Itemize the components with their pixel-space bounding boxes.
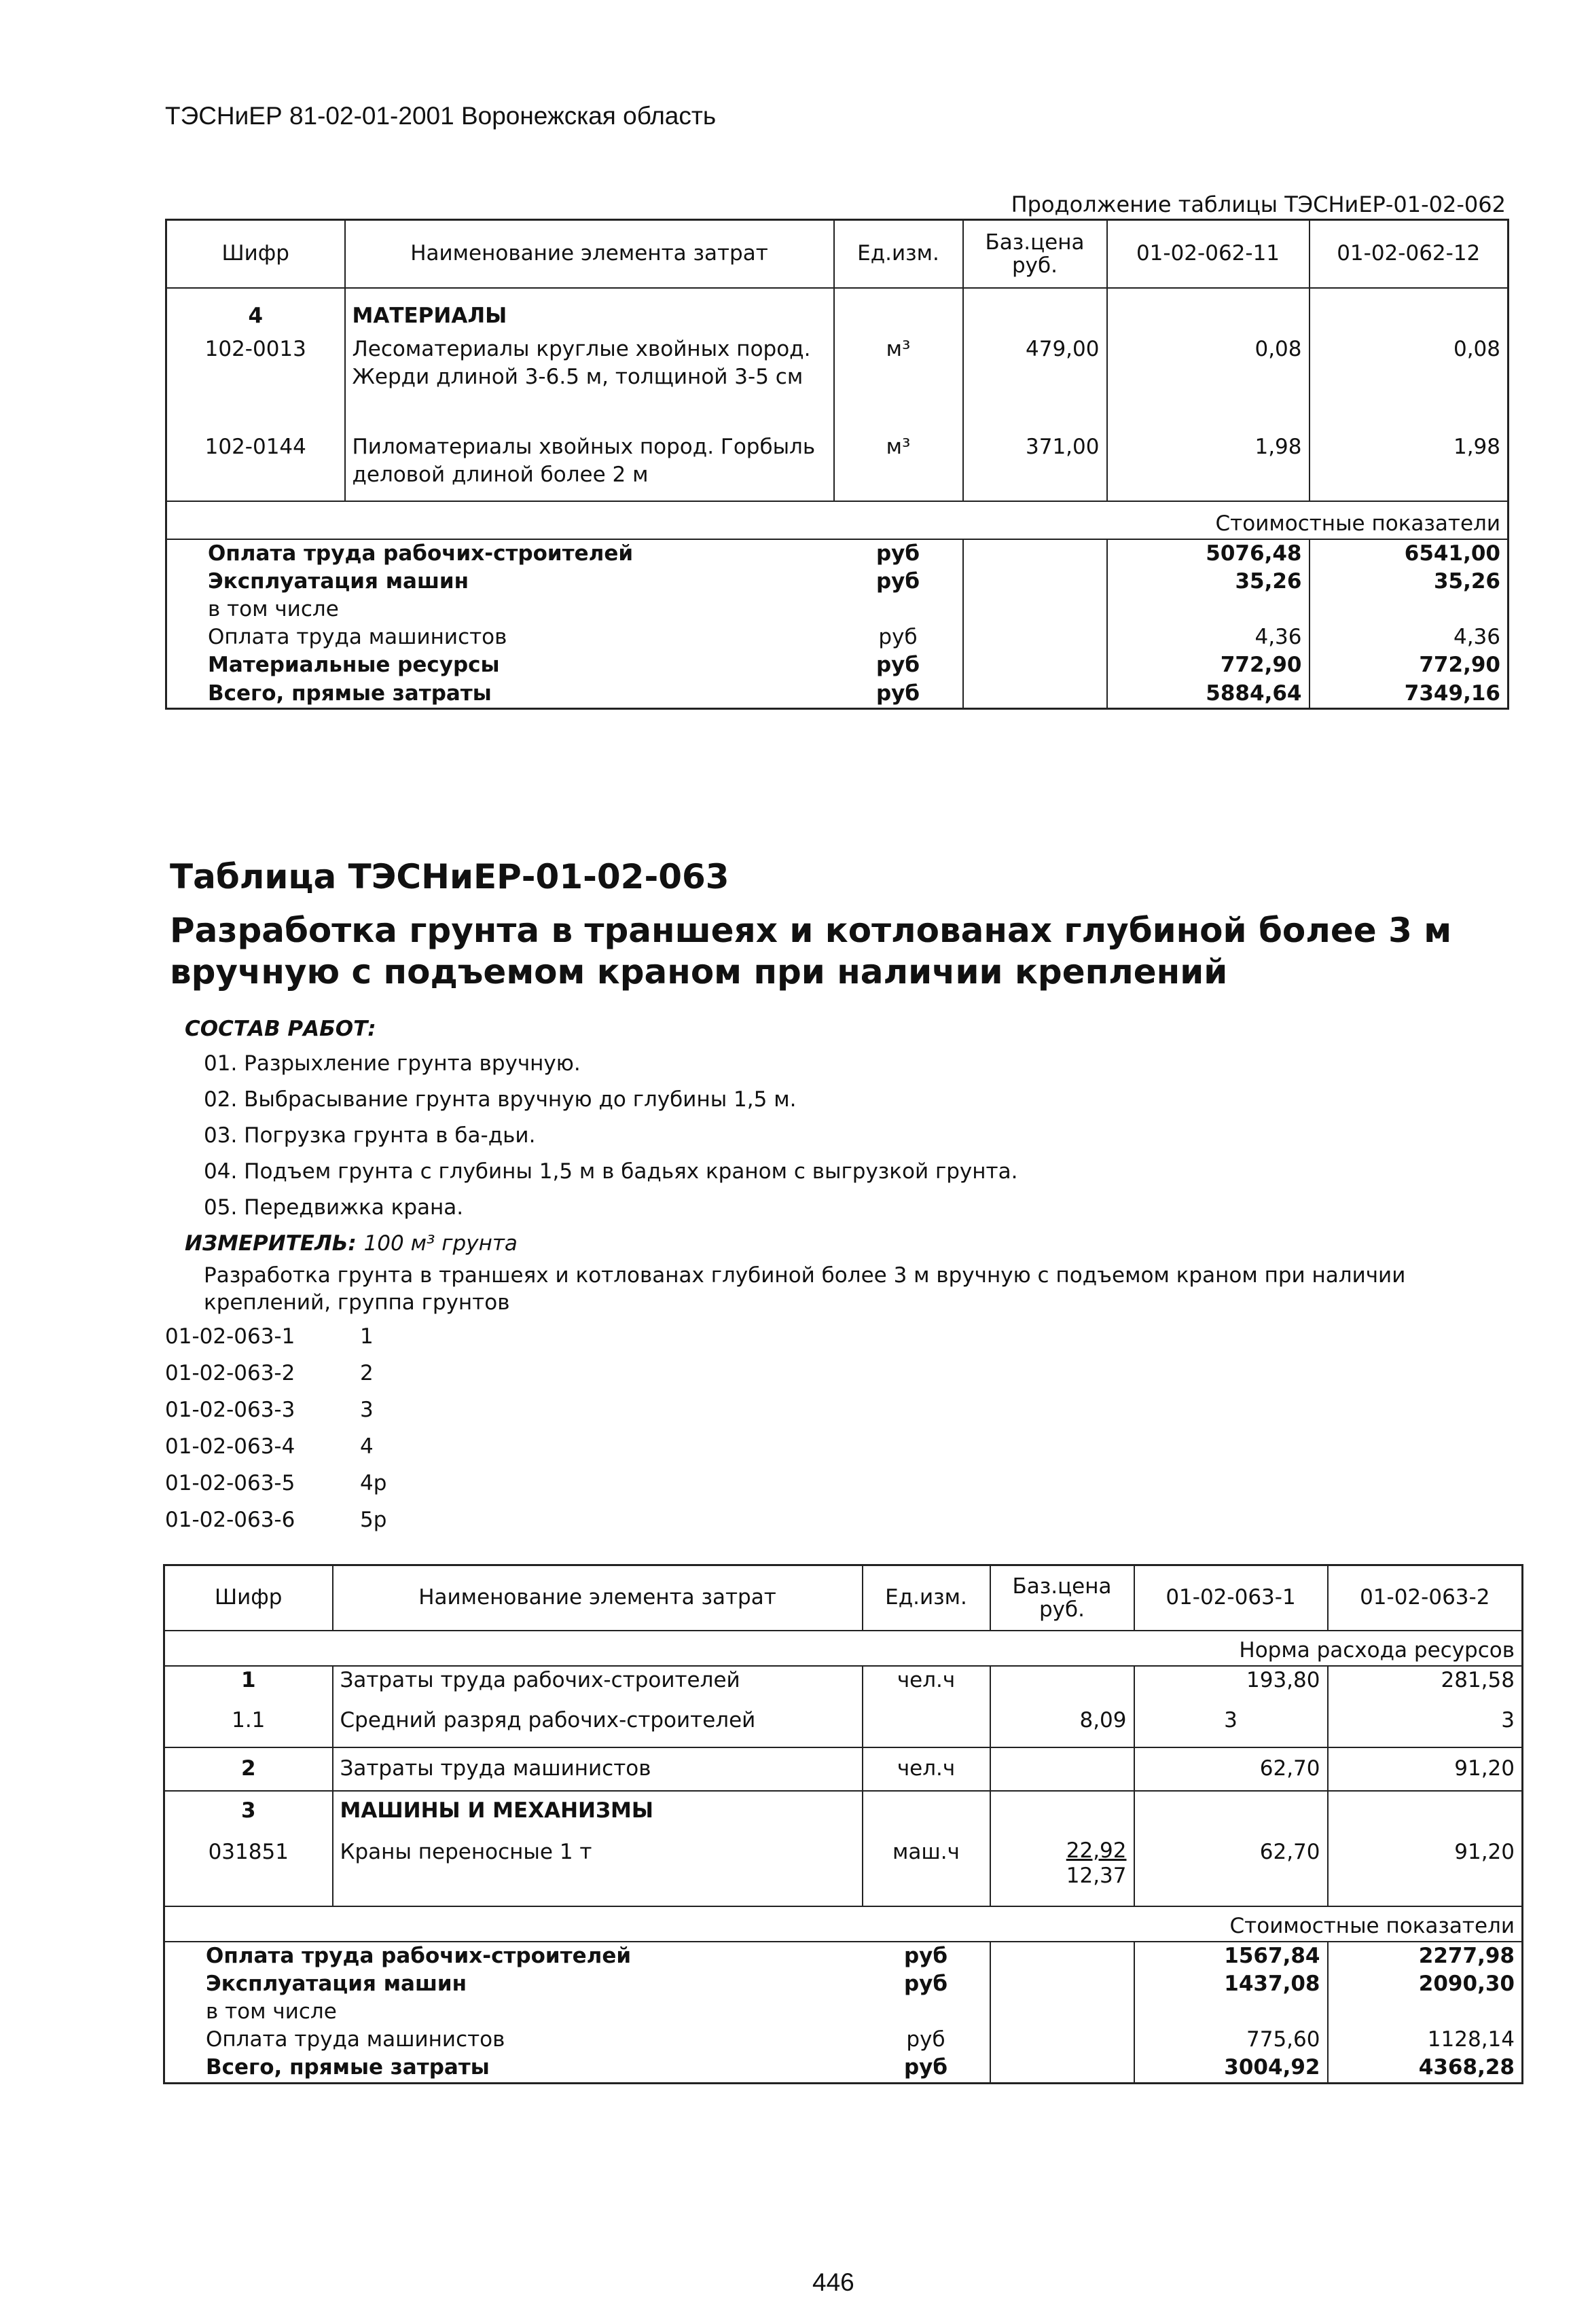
col-header-norm-2: 01-02-062-12 xyxy=(1310,220,1509,288)
total-unit: руб xyxy=(834,539,963,568)
norm-label-row xyxy=(164,1631,1523,1666)
row-value-2: 0,08 xyxy=(1453,336,1500,361)
total-value-2: 7349,16 xyxy=(1404,680,1500,706)
row-name: Затраты труда рабочих-строителей xyxy=(333,1666,863,1707)
table-subtitle: Разработка грунта в траншеях и котлованах глубиной более 3 м вручную с подъемом краном при наличии креплений xyxy=(170,911,1452,992)
code-item: 01-02-063-1 xyxy=(165,1324,295,1349)
total-name: Эксплуатация машин xyxy=(206,1971,467,1996)
meter-line xyxy=(185,1231,518,1256)
row-code: 2 xyxy=(164,1747,333,1791)
row-unit: м³ xyxy=(834,335,963,433)
row-code: 102-0013 xyxy=(166,335,345,433)
table-row xyxy=(166,433,1509,501)
total-value-1: 35,26 xyxy=(1107,568,1310,596)
section-code: 4 xyxy=(166,288,345,335)
total-unit: руб xyxy=(863,1942,990,1970)
work-item: 03. Погрузка грунта в ба-дьи. xyxy=(204,1123,536,1148)
code-item: 01-02-063-4 xyxy=(165,1434,295,1459)
code-item: 01-02-063-6 xyxy=(165,1508,295,1532)
total-row xyxy=(164,1970,1523,1998)
total-unit: руб xyxy=(834,568,963,596)
work-item: 02. Выбрасывание грунта вручную до глубины 1,5 м. xyxy=(204,1087,797,1112)
table-row xyxy=(164,1707,1523,1747)
row-value-2: 91,20 xyxy=(1328,1832,1523,1906)
code-group: 4 xyxy=(360,1434,374,1459)
table-row xyxy=(164,1832,1523,1906)
row-value-1: 0,08 xyxy=(1107,335,1310,433)
work-item: 05. Передвижка крана. xyxy=(204,1195,464,1220)
total-row xyxy=(166,651,1509,679)
col-header-name: Наименование элемента затрат xyxy=(345,220,834,288)
norm-label: Норма расхода ресурсов xyxy=(164,1631,1523,1666)
table-header-row xyxy=(164,1565,1523,1631)
costs-label: Стоимостные показатели xyxy=(166,501,1509,539)
total-row xyxy=(166,539,1509,568)
total-name: Всего, прямые затраты xyxy=(206,2055,490,2080)
total-value-2: 6541,00 xyxy=(1404,541,1500,566)
section-name: МАТЕРИАЛЫ xyxy=(345,288,834,335)
work-item: 04. Подъем грунта с глубины 1,5 м в бадьях краном с выгрузкой грунта. xyxy=(204,1159,1018,1184)
row-value-1: 62,70 xyxy=(1134,1832,1328,1906)
row-unit: маш.ч xyxy=(863,1832,990,1906)
col-header-norm-1: 01-02-062-11 xyxy=(1107,220,1310,288)
total-unit: руб xyxy=(834,680,963,709)
total-value-2: 2277,98 xyxy=(1418,1943,1515,1968)
total-unit: руб xyxy=(863,1970,990,1998)
total-row xyxy=(166,596,1509,623)
total-name: Всего, прямые затраты xyxy=(208,680,492,706)
total-value-2: 35,26 xyxy=(1433,568,1500,594)
col-header-name: Наименование элемента затрат xyxy=(333,1565,863,1631)
row-name: Средний разряд рабочих-строителей xyxy=(333,1707,863,1747)
row-value-2: 3 xyxy=(1328,1707,1523,1747)
col-header-price: Баз.цена руб. xyxy=(990,1565,1134,1631)
total-unit: руб xyxy=(863,2026,990,2054)
total-value-1: 3004,92 xyxy=(1134,2054,1328,2083)
row-price: 22,92 xyxy=(1066,1838,1127,1863)
total-value-1: 5076,48 xyxy=(1107,539,1310,568)
section-code: 3 xyxy=(164,1791,333,1832)
row-value-2: 281,58 xyxy=(1441,1667,1515,1692)
row-price: 479,00 xyxy=(963,335,1107,433)
code-group: 2 xyxy=(360,1361,374,1385)
col-header-code: Шифр xyxy=(166,220,345,288)
row-unit: чел.ч xyxy=(863,1666,990,1707)
page-number: 446 xyxy=(812,2268,854,2296)
table-title: Таблица ТЭСНиЕР-01-02-063 xyxy=(170,857,729,896)
col-header-price: Баз.цена руб. xyxy=(963,220,1107,288)
page-header: ТЭСНиЕР 81-02-01-2001 Воронежская область xyxy=(165,102,717,130)
total-value-1: 772,90 xyxy=(1107,651,1310,679)
total-row xyxy=(166,623,1509,651)
col-header-unit: Ед.изм. xyxy=(834,220,963,288)
row-code: 102-0144 xyxy=(166,433,345,501)
row-unit xyxy=(863,1707,990,1747)
total-unit: руб xyxy=(834,651,963,679)
code-group: 1 xyxy=(360,1324,374,1349)
row-price: 8,09 xyxy=(990,1707,1134,1747)
row-code: 1.1 xyxy=(164,1707,333,1747)
total-value-2: 4368,28 xyxy=(1418,2055,1515,2080)
total-name: Оплата труда рабочих-строителей xyxy=(206,1943,632,1968)
resource-table-062 xyxy=(165,219,1509,710)
total-value-1: 1437,08 xyxy=(1134,1970,1328,1998)
total-unit: руб xyxy=(834,623,963,651)
code-item: 01-02-063-5 xyxy=(165,1471,295,1495)
section-name: МАШИНЫ И МЕХАНИЗМЫ xyxy=(333,1791,863,1832)
section-row xyxy=(166,288,1509,335)
total-name: в том числе xyxy=(206,1999,337,2024)
row-value-2: 91,20 xyxy=(1328,1747,1523,1791)
total-row xyxy=(164,2054,1523,2083)
total-row xyxy=(166,568,1509,596)
meter-label: ИЗМЕРИТЕЛЬ: xyxy=(185,1231,357,1256)
row-name: Лесоматериалы круглые хвойных пород. Жерди длиной 3-6.5 м, толщиной 3-5 см xyxy=(345,335,834,433)
works-label: СОСТАВ РАБОТ: xyxy=(185,1017,376,1041)
code-item: 01-02-063-2 xyxy=(165,1361,295,1385)
description: Разработка грунта в траншеях и котлованах глубиной более 3 м вручную с подъемом краном при наличии креплений, группа грунтов xyxy=(204,1263,1406,1315)
work-item: 01. Разрыхление грунта вручную. xyxy=(204,1051,581,1076)
row-value-1: 193,80 xyxy=(1134,1666,1328,1707)
total-value-1: 5884,64 xyxy=(1107,680,1310,709)
total-name: в том числе xyxy=(208,596,339,621)
total-unit: руб xyxy=(863,2054,990,2083)
row-price xyxy=(990,1666,1134,1707)
row-price-secondary: 12,37 xyxy=(1066,1863,1127,1888)
total-row xyxy=(164,2026,1523,2054)
row-value-1: 3 xyxy=(1134,1707,1328,1747)
code-group: 4р xyxy=(360,1471,387,1495)
col-header-norm-2: 01-02-063-2 xyxy=(1328,1565,1523,1631)
total-name: Эксплуатация машин xyxy=(208,568,469,594)
total-value-1: 4,36 xyxy=(1107,623,1310,651)
col-header-unit: Ед.изм. xyxy=(863,1565,990,1631)
row-name: Пиломатериалы хвойных пород. Горбыль деловой длиной более 2 м xyxy=(345,433,834,501)
total-value-1: 775,60 xyxy=(1134,2026,1328,2054)
row-code: 031851 xyxy=(164,1832,333,1906)
total-name: Оплата труда машинистов xyxy=(206,2027,505,2052)
total-name: Оплата труда машинистов xyxy=(208,625,507,650)
total-row xyxy=(164,1998,1523,2026)
col-header-norm-1: 01-02-063-1 xyxy=(1134,1565,1328,1631)
resource-table-063 xyxy=(163,1564,1523,2084)
total-row xyxy=(164,1942,1523,1970)
code-group: 3 xyxy=(360,1398,374,1422)
section-row xyxy=(164,1791,1523,1832)
table-row xyxy=(164,1747,1523,1791)
code-group: 5р xyxy=(360,1508,387,1532)
row-value-1: 62,70 xyxy=(1134,1747,1328,1791)
table-row xyxy=(164,1666,1523,1707)
table-continuation-label: Продолжение таблицы ТЭСНиЕР-01-02-062 xyxy=(1011,192,1506,217)
col-header-code: Шифр xyxy=(164,1565,333,1631)
costs-label-row xyxy=(164,1906,1523,1942)
total-name: Оплата труда рабочих-строителей xyxy=(208,541,634,566)
total-value-1: 1567,84 xyxy=(1134,1942,1328,1970)
row-value-2: 1,98 xyxy=(1310,433,1509,501)
total-value-2: 772,90 xyxy=(1419,653,1500,678)
total-name: Материальные ресурсы xyxy=(208,653,500,678)
total-value-2: 4,36 xyxy=(1453,625,1500,650)
table-header-row xyxy=(166,220,1509,288)
row-unit: м³ xyxy=(834,433,963,501)
row-name: Краны переносные 1 т xyxy=(333,1832,863,1906)
total-value-2: 2090,30 xyxy=(1418,1971,1515,1996)
total-row xyxy=(166,680,1509,709)
total-value-2: 1128,14 xyxy=(1427,2027,1515,2052)
row-unit: чел.ч xyxy=(863,1747,990,1791)
costs-label: Стоимостные показатели xyxy=(164,1906,1523,1942)
meter-value: 100 м³ грунта xyxy=(363,1231,518,1256)
row-name: Затраты труда машинистов xyxy=(333,1747,863,1791)
costs-label-row xyxy=(166,501,1509,539)
code-item: 01-02-063-3 xyxy=(165,1398,295,1422)
row-price: 371,00 xyxy=(963,433,1107,501)
row-code: 1 xyxy=(164,1666,333,1707)
row-value-1: 1,98 xyxy=(1107,433,1310,501)
table-row xyxy=(166,335,1509,433)
